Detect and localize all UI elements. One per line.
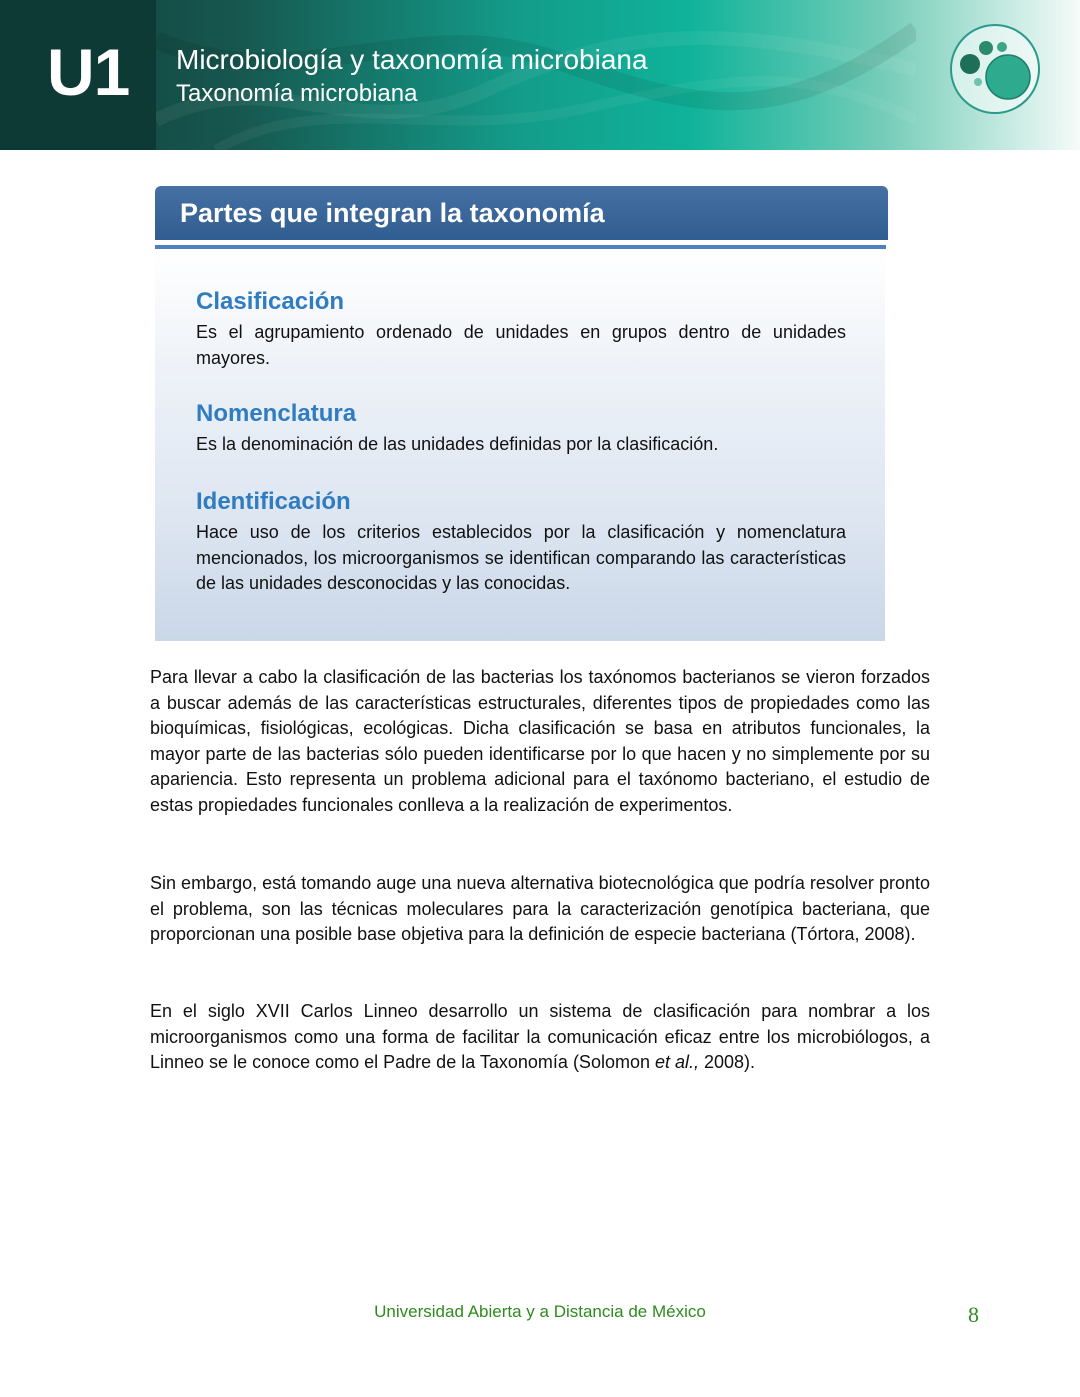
term-clasificacion [196, 288, 846, 371]
header-banner [0, 0, 1080, 150]
unit-block [0, 0, 156, 150]
box-header [155, 186, 888, 240]
unit-code: U1 [47, 35, 130, 109]
course-title: Microbiología y taxonomía microbiana [176, 44, 648, 75]
molecule-logo-icon [948, 22, 1042, 116]
section-subtitle: Taxonomía microbiana [176, 80, 418, 107]
footer-institution: Universidad Abierta y a Distancia de México [374, 1302, 706, 1321]
box-title: Partes que integran la taxonomía [180, 198, 605, 228]
term-definition: Es la denominación de las unidades definidas por la clasificación. [196, 434, 719, 454]
paragraph-text: 2008). [699, 1052, 756, 1073]
term-heading: Nomenclatura [196, 400, 357, 427]
body-paragraph: Para llevar a cabo la clasificación de las bacterias los taxónomos bacterianos se vieron forzados a buscar además de las características estructurales, diferentes tipos de propiedades como las bioquímicas, fisiológicas, ecológicas. Dicha clasificación se basa en atributos funcionales, la mayor parte de las bacterias sólo pueden identificarse por lo que hacen y no simplemente por su apariencia. Esto representa un problema adicional para el taxónomo bacteriano, el estudio de estas propiedades funcionales conlleva a la realización de experimentos. [150, 667, 930, 815]
paragraph-text: En el siglo XVII Carlos Linneo desarrollo un sistema de clasificación para nombrar a los microorganismos como una forma de facilitar la comunicación eficaz entre los microbiólogos, a Linneo se le conoce como el Padre de la Taxonomía (Solomon [150, 1001, 930, 1073]
term-heading: Identificación [196, 488, 351, 515]
term-identificacion [196, 488, 846, 597]
term-definition: Hace uso de los criterios establecidos por la clasificación y nomenclatura mencionados, los microorganismos se identifican comparando las características de las unidades desconocidas y las conocidas. [196, 522, 846, 593]
term-heading: Clasificación [196, 288, 345, 315]
term-nomenclatura [196, 400, 846, 458]
term-definition: Es el agrupamiento ordenado de unidades en grupos dentro de unidades mayores. [196, 322, 846, 368]
box-divider [155, 245, 886, 249]
citation-et-al: et al., [654, 1052, 700, 1073]
body-paragraph [150, 999, 930, 1076]
body-paragraph: Sin embargo, está tomando auge una nueva alternativa biotecnológica que podría resolver pronto el problema, son las técnicas moleculares para la caracterización genotípica bacteriana, que proporcionan una posible base objetiva para la definición de especie bacteriana (Tórtora, 2008). [150, 873, 930, 945]
page-number: 8 [968, 1302, 979, 1327]
